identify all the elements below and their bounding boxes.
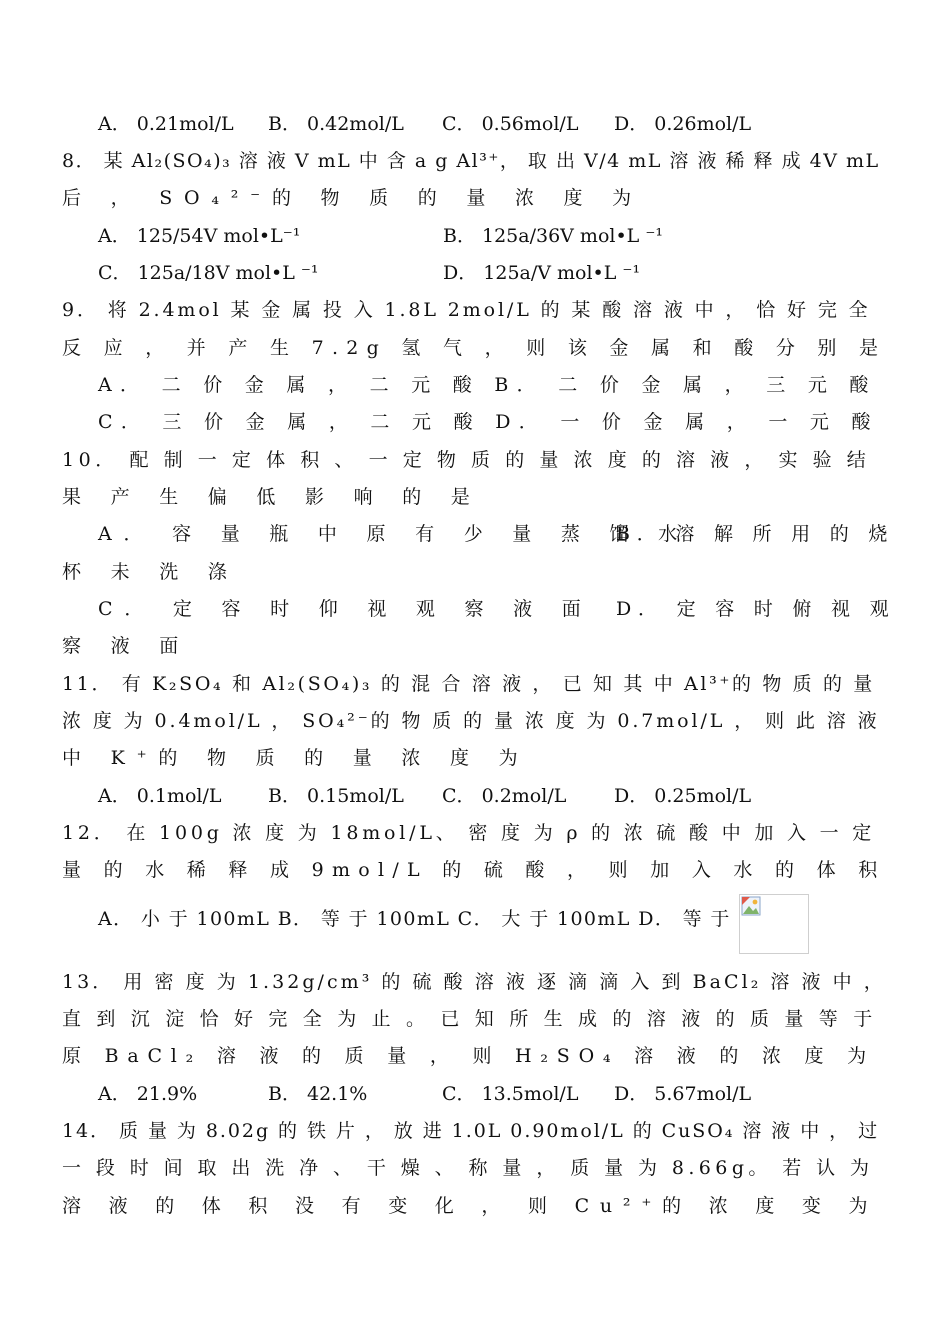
q11-stem-line1: 11． 有 K₂SO₄ 和 Al₂(SO₄)₃ 的 混 合 溶 液 ， 已 知 其 中 Al³⁺的 物 质 的 量 — [62, 673, 875, 695]
q10-option-c: C． 定 容 时 仰 视 观 察 液 面 — [98, 598, 593, 620]
q9-options-cd: C． 三 价 金 属 ， 二 元 酸 D． 一 价 金 属 ， 一 元 酸 — [98, 411, 879, 433]
q7-option-b: B． 0.42mol/L — [268, 113, 404, 135]
q13-option-d: D． 5.67mol/L — [614, 1083, 752, 1105]
q14-stem-line2: 一 段 时 间 取 出 洗 净 、 干 燥 、 称 量 ， 质 量 为 8.66g。 若 认 为 — [62, 1157, 874, 1179]
q8-option-c: C． 125a/18V mol•L ⁻¹ — [98, 262, 319, 284]
q14-stem-line1: 14． 质 量 为 8.02g 的 铁 片 ， 放 进 1.0L 0.90mol/L 的 CuSO₄ 溶 液 中 ， 过 — [62, 1120, 880, 1142]
q11-option-b: B． 0.15mol/L — [268, 785, 404, 807]
q13-stem-line3: 原 BaCl₂ 溶 液 的 质 量 ， 则 H₂SO₄ 溶 液 的 浓 度 为 — [62, 1045, 875, 1067]
q8-option-d: D． 125a/V mol•L ⁻¹ — [443, 262, 641, 284]
q11-option-d: D． 0.25mol/L — [614, 785, 752, 807]
q10-option-b-cont: 杯 未 洗 涤 — [62, 561, 239, 583]
q10-option-b: B． 溶 解 所 用 的 烧 — [616, 523, 895, 545]
q11-stem-line2: 浓 度 为 0.4mol/L ， SO₄²⁻的 物 质 的 量 浓 度 为 0.7mol/L ， 则 此 溶 液 — [62, 710, 880, 732]
q8-options-row1 — [98, 222, 893, 250]
q14-stem-line3: 溶 液 的 体 积 没 有 变 化 ， 则 Cu²⁺的 浓 度 变 为 — [62, 1195, 879, 1217]
q10-option-d: D． 定 容 时 俯 视 观 — [616, 598, 896, 620]
q12-options: A． 小 于 100mL B． 等 于 100mL C． 大 于 100mL D． 等 于 — [98, 908, 731, 930]
q9-options-ab: A． 二 价 金 属 ， 二 元 酸 B． 二 价 金 属 ， 三 元 酸 — [98, 374, 877, 396]
q7-option-a: A． 0.21mol/L — [98, 113, 234, 135]
q13-option-b: B． 42.1% — [268, 1083, 368, 1105]
q13-options — [98, 1080, 893, 1108]
q9-stem-line2: 反 应 ， 并 产 生 7.2g 氢 气 ， 则 该 金 属 和 酸 分 别 是 — [62, 337, 887, 359]
q12-stem-line1: 12． 在 100g 浓 度 为 18mol/L、 密 度 为 ρ 的 浓 硫 酸 中 加 入 一 定 — [62, 822, 876, 844]
q13-option-a: A． 21.9% — [98, 1083, 198, 1105]
q10-stem-line2: 果 产 生 偏 低 影 响 的 是 — [62, 486, 482, 508]
q13-stem-line2: 直 到 沉 淀 恰 好 完 全 为 止 。 已 知 所 生 成 的 溶 液 的 质 量 等 于 — [62, 1008, 877, 1030]
q7-option-c: C． 0.56mol/L — [442, 113, 579, 135]
q11-stem-line3: 中 K⁺的 物 质 的 量 浓 度 为 — [62, 747, 530, 769]
q11-option-c: C． 0.2mol/L — [442, 785, 567, 807]
q8-options-row2 — [98, 259, 893, 287]
broken-image-icon — [739, 894, 809, 954]
q11-options — [98, 782, 893, 810]
q10-stem-line1: 10． 配 制 一 定 体 积 、 一 定 物 质 的 量 浓 度 的 溶 液 ， 实 验 结 — [62, 449, 871, 471]
q7-option-d: D． 0.26mol/L — [614, 113, 752, 135]
q10-option-d-cont: 察 液 面 — [62, 635, 190, 657]
q9-stem-line1: 9． 将 2.4mol 某 金 属 投 入 1.8L 2mol/L 的 某 酸 溶 液 中 ， 恰 好 完 全 — [62, 299, 871, 321]
q7-options — [98, 110, 893, 138]
q13-option-c: C． 13.5mol/L — [442, 1083, 579, 1105]
q12-stem-line2: 量 的 水 稀 释 成 9mol/L 的 硫 酸 ， 则 加 入 水 的 体 积 — [62, 859, 886, 881]
q8-stem-line2: 后 ， SO₄²⁻的 物 质 的 量 浓 度 为 — [62, 187, 643, 209]
q8-option-b: B． 125a/36V mol•L ⁻¹ — [443, 225, 663, 247]
q10-option-a: A． 容 量 瓶 中 原 有 少 量 蒸 馏 水 — [98, 523, 689, 545]
q8-stem-line1: 8． 某 Al₂(SO₄)₃ 溶 液 V mL 中 含 a g Al³⁺， 取 出 V/4 mL 溶 液 稀 释 成 4V mL — [62, 150, 880, 172]
q13-stem-line1: 13． 用 密 度 为 1.32g/cm³ 的 硫 酸 溶 液 逐 滴 滴 入 到 BaCl₂ 溶 液 中 ， — [62, 971, 886, 993]
q8-option-a: A． 125/54V mol•L⁻¹ — [98, 225, 301, 247]
q11-option-a: A． 0.1mol/L — [98, 785, 222, 807]
